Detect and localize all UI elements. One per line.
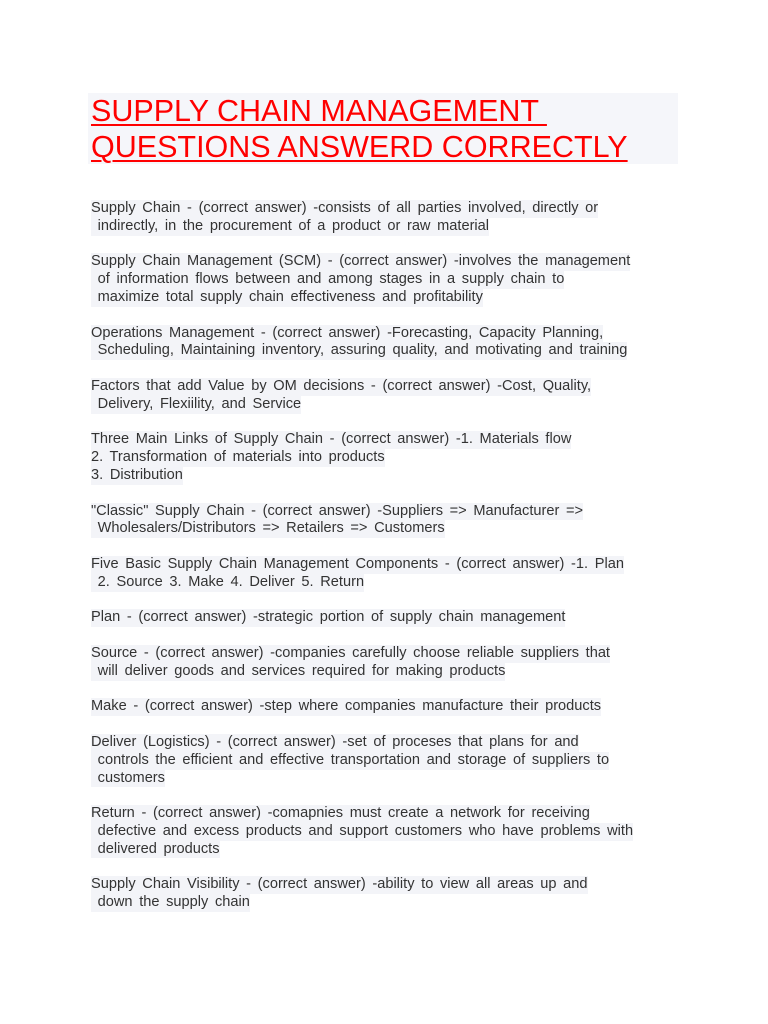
text-line: down the supply chain bbox=[91, 894, 250, 911]
text-line: delivered products bbox=[91, 840, 220, 857]
qa-paragraph bbox=[91, 734, 691, 787]
text-line: "Classic" Supply Chain - (correct answer) -Suppliers => Manufacturer => bbox=[91, 502, 584, 519]
text-line: of information flows between and among stages in a supply chain to bbox=[91, 271, 565, 288]
text-line: Return - (correct answer) -comapnies must create a network for receiving bbox=[91, 805, 590, 822]
text-line: Factors that add Value by OM decisions - (correct answer) -Cost, Quality, bbox=[91, 377, 592, 394]
text-line: 3. Distribution bbox=[91, 466, 183, 483]
text-line: maximize total supply chain effectiveness and profitability bbox=[91, 288, 483, 305]
text-line: Scheduling, Maintaining inventory, assuring quality, and motivating and training bbox=[91, 342, 628, 359]
text-line: Plan - (correct answer) -strategic portion of supply chain management bbox=[91, 609, 566, 626]
document-body bbox=[91, 200, 691, 930]
qa-paragraph bbox=[91, 200, 691, 236]
text-line: Make - (correct answer) -step where companies manufacture their products bbox=[91, 698, 602, 715]
document-title bbox=[91, 93, 628, 165]
text-line: indirectly, in the procurement of a product or raw material bbox=[91, 217, 490, 234]
text-line: controls the efficient and effective transportation and storage of suppliers to bbox=[91, 751, 610, 768]
text-line: Deliver (Logistics) - (correct answer) -set of proceses that plans for and bbox=[91, 733, 579, 750]
text-line: Five Basic Supply Chain Management Components - (correct answer) -1. Plan bbox=[91, 555, 624, 572]
qa-paragraph bbox=[91, 253, 691, 306]
qa-paragraph bbox=[91, 378, 691, 414]
qa-paragraph bbox=[91, 609, 691, 627]
text-line: Supply Chain Visibility - (correct answer) -ability to view all areas up and bbox=[91, 876, 588, 893]
qa-paragraph bbox=[91, 503, 691, 539]
qa-paragraph bbox=[91, 645, 691, 681]
text-line: customers bbox=[91, 769, 165, 786]
title-line: SUPPLY CHAIN MANAGEMENT bbox=[91, 94, 547, 128]
text-line: Wholesalers/Distributors => Retailers => Customers bbox=[91, 520, 445, 537]
title-line: QUESTIONS ANSWERD CORRECTLY bbox=[91, 130, 628, 164]
text-line: defective and excess products and support customers who have problems with bbox=[91, 822, 634, 839]
qa-paragraph bbox=[91, 325, 691, 361]
qa-paragraph bbox=[91, 876, 691, 912]
qa-paragraph bbox=[91, 431, 691, 484]
qa-paragraph bbox=[91, 698, 691, 716]
text-line: Operations Management - (correct answer) -Forecasting, Capacity Planning, bbox=[91, 324, 604, 341]
text-line: 2. Transformation of materials into products bbox=[91, 449, 385, 466]
text-line: will deliver goods and services required for making products bbox=[91, 662, 506, 679]
text-line: Three Main Links of Supply Chain - (correct answer) -1. Materials flow bbox=[91, 431, 572, 448]
text-line: Supply Chain Management (SCM) - (correct answer) -involves the management bbox=[91, 253, 631, 270]
text-line: Source - (correct answer) -companies carefully choose reliable suppliers that bbox=[91, 644, 610, 661]
text-line: 2. Source 3. Make 4. Deliver 5. Return bbox=[91, 573, 365, 590]
text-line: Delivery, Flexiility, and Service bbox=[91, 395, 302, 412]
text-line: Supply Chain - (correct answer) -consists of all parties involved, directly or bbox=[91, 200, 599, 216]
qa-paragraph bbox=[91, 556, 691, 592]
qa-paragraph bbox=[91, 805, 691, 858]
